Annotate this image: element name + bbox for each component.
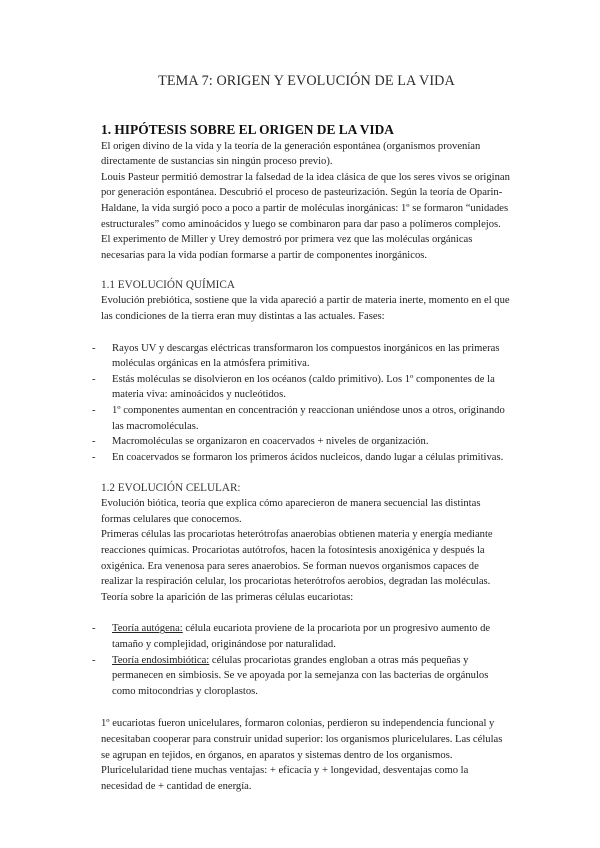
theory-term: Teoría endosimbiótica:: [112, 654, 210, 666]
list-item: - En coacervados se formaron los primeros ácidos nucleicos, dando lugar a células primitivas.: [92, 450, 512, 466]
list-item: - 1º componentes aumentan en concentración y reaccionan uniéndose unos a otros, originando las macromoléculas.: [92, 403, 512, 434]
document-title: TEMA 7: ORIGEN Y EVOLUCIÓN DE LA VIDA: [158, 73, 455, 89]
section-1-2-paragraph-1: Evolución biótica, teoría que explica cómo aparecieron de manera secuencial las distintas formas celulares que conocemos.: [101, 498, 481, 525]
phases-list: [101, 341, 512, 466]
section-1-2-paragraph-3: 1º eucariotas fueron unicelulares, formaron colonias, perdieron su independencia funcional y necesitaban cooperar para construir unidad superior: los organismos pluricelulares. Las células se agrupan en tejidos, en órganos, en aparatos y sistemas dentro de los organismos. Pluricelularidad tiene muchas ventajas: + eficacia y + longevidad, desventajas como la necesidad de + cantidad de energía.: [101, 718, 503, 792]
theories-list: [101, 621, 512, 699]
list-item: - Rayos UV y descargas eléctricas transformaron los compuestos inorgánicos en las primeras moléculas orgánicas en la atmósfera primitiva.: [92, 341, 512, 372]
list-item: [92, 621, 512, 652]
list-item: [92, 653, 512, 700]
section-1-paragraph-2: Louis Pasteur permitió demostrar la falsedad de la idea clásica de que los seres vivos se originan por generación espontánea. Descubrió el proceso de pasteurización. Según la teoría de Oparin-Haldane, la vida surgió poco a poco a partir de moléculas inorgánicas: 1º se formaron “unidades estructurales” como aminoácidos y luego se combinaron para dar paso a polímeros complejos. El experimento de Miller y Urey demostró por primera vez que las moléculas orgánicas necesarias para la vida podían formarse a partir de componentes inorgánicos.: [101, 171, 510, 261]
section-1-paragraph-1: El origen divino de la vida y la teoría de la generación espontánea (organismos provenían directamente de sustancias sin ningún proceso previo).: [101, 140, 481, 168]
list-item: - Macromoléculas se organizaron en coacervados + niveles de organización.: [92, 434, 512, 450]
section-1-2-paragraph-2: Primeras células las procariotas heterótrofas anaerobias obtienen materia y energía mediante reacciones químicas. Procariotas autótrofos, hacen la fotosíntesis anoxigénica y después la oxigénica. Era venenosa para seres anaerobios. Se forman nuevos organismos capaces de realizar la respiración celular, los procariotas heterótrofos aerobios, degradan las moléculas. Teoría sobre la aparición de las primeras células eucariotas:: [101, 529, 493, 603]
section-1-heading: 1. HIPÓTESIS SOBRE EL ORIGEN DE LA VIDA: [101, 121, 394, 137]
theory-text: células procariotas grandes engloban a otras más pequeñas y permanecen en simbiosis. Se ve apoyada por la semejanza con las bacterias de orgánulos como mitocondrias y cloroplastos.: [112, 654, 489, 697]
section-1-1-heading: 1.1 EVOLUCIÓN QUÍMICA: [101, 279, 235, 292]
theory-text: célula eucariota proviene de la procariota por un progresivo aumento de tamaño y complejidad, originándose por naturalidad.: [112, 623, 491, 651]
list-item: - Estás moléculas se disolvieron en los océanos (caldo primitivo). Los 1º componentes de la materia viva: aminoácidos y nucleótidos.: [92, 372, 512, 403]
section-1-1-intro: Evolución prebiótica, sostiene que la vida apareció a partir de materia inerte, momento en el que las condiciones de la tierra eran muy distintas a las actuales. Fases:: [101, 295, 510, 322]
theory-term: Teoría autógena:: [112, 623, 183, 635]
section-1-2-heading: 1.2 EVOLUCIÓN CELULAR:: [101, 482, 241, 495]
